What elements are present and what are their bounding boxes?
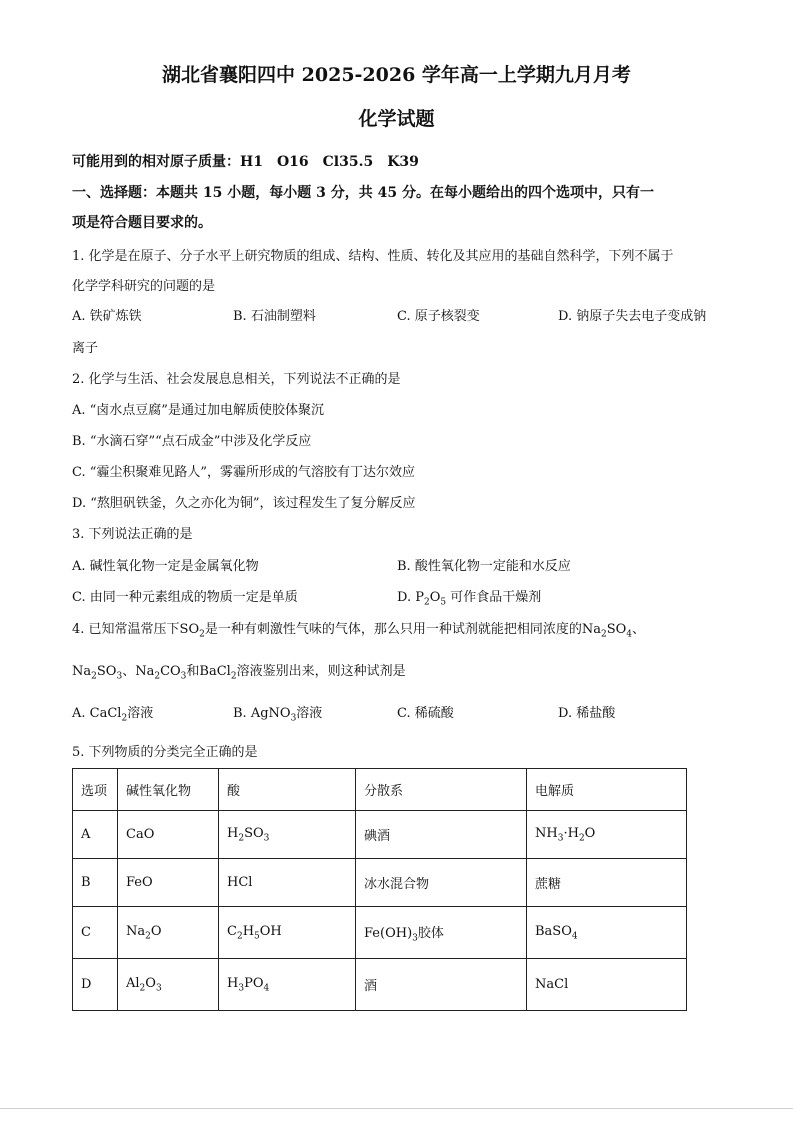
section-heading-line2: 项是符合题目要求的。 [72, 215, 212, 231]
cell-oxide: $Al_2O_3$ [118, 959, 219, 1011]
q3-option-a: A. 碱性氧化物一定是金属氧化物 [72, 559, 259, 574]
cell-option: B [73, 859, 118, 907]
q4-option-a: A. CaCl$_2$溶液 [72, 706, 154, 724]
q2-option-d: D. “熬胆矾铁釜，久之亦化为铜”，该过程发生了复分解反应 [72, 496, 416, 511]
q1-option-d-continued: 离子 [72, 341, 99, 356]
header-electrolyte: 电解质 [527, 769, 687, 811]
q1-option-a: A. 铁矿炼铁 [72, 309, 142, 324]
cell-option: A [73, 811, 118, 859]
cell-electrolyte: NaCl [527, 959, 687, 1011]
cell-dispersion: 酒 [356, 959, 527, 1011]
q4-option-b: B. AgNO$_3$溶液 [233, 706, 323, 724]
cell-dispersion: 冰水混合物 [356, 859, 527, 907]
q4-option-d: D. 稀盐酸 [558, 706, 616, 721]
q2-stem: 2. 化学与生活、社会发展息息相关，下列说法不正确的是 [72, 372, 401, 387]
q3-stem: 3. 下列说法正确的是 [72, 527, 193, 542]
cell-dispersion: 碘酒 [356, 811, 527, 859]
cell-oxide: $Na_2O$ [118, 907, 219, 959]
cell-option: D [73, 959, 118, 1011]
table-row [73, 811, 687, 859]
table-row [73, 907, 687, 959]
cell-option: C [73, 907, 118, 959]
q5-stem: 5. 下列物质的分类完全正确的是 [72, 745, 258, 760]
header-acid: 酸 [219, 769, 356, 811]
q1-option-d: D. 钠原子失去电子变成钠 [558, 309, 707, 324]
cell-acid: $C_2H_5OH$ [219, 907, 356, 959]
cell-oxide: CaO [118, 811, 219, 859]
section-heading-line1: 一、选择题：本题共 15 小题，每小题 3 分，共 45 分。在每小题给出的四个选项中，只有一 [72, 185, 654, 201]
exam-title: 湖北省襄阳四中 2025-2026 学年高一上学期九月月考 [162, 64, 631, 86]
cell-electrolyte: BaSO$_4$ [527, 907, 687, 959]
classification-table [72, 768, 687, 1011]
cell-electrolyte: 蔗糖 [527, 859, 687, 907]
table-row [73, 859, 687, 907]
cell-acid: $H_2SO_3$ [219, 811, 356, 859]
header-option: 选项 [73, 769, 118, 811]
cell-oxide: FeO [118, 859, 219, 907]
q3-option-c: C. 由同一种元素组成的物质一定是单质 [72, 590, 298, 605]
table-row [73, 959, 687, 1011]
q1-stem-line2: 化学学科研究的问题的是 [72, 279, 216, 294]
cell-acid: HCl [219, 859, 356, 907]
q4-stem-line2: $Na_2SO_3$、$Na_2CO_3$和BaCl$_2$溶液鉴别出来，则这种试剂是 [72, 664, 406, 682]
header-dispersion: 分散系 [356, 769, 527, 811]
cell-dispersion: $Fe(OH)_3$胶体 [356, 907, 527, 959]
exam-subtitle: 化学试题 [358, 108, 435, 130]
q1-stem-line1: 1. 化学是在原子、分子水平上研究物质的组成、结构、性质、转化及其应用的基础自然科学，下列不属于 [72, 249, 674, 264]
q3-option-b: B. 酸性氧化物一定能和水反应 [397, 559, 571, 574]
q2-option-b: B. “水滴石穿”“点石成金”中涉及化学反应 [72, 434, 312, 449]
q1-option-b: B. 石油制塑料 [233, 309, 316, 324]
page-bottom-divider [0, 1108, 793, 1109]
atomic-masses: 可能用到的相对原子质量：H1 O16 Cl35.5 K39 [72, 154, 419, 170]
q1-option-c: C. 原子核裂变 [397, 309, 480, 324]
cell-electrolyte: $NH_3\cdot H_2O$ [527, 811, 687, 859]
header-basic-oxide: 碱性氧化物 [118, 769, 219, 811]
q4-option-c: C. 稀硫酸 [397, 706, 454, 721]
q3-option-d: D. $P_2O_5$ 可作食品干燥剂 [397, 590, 542, 608]
cell-acid: $H_3PO_4$ [219, 959, 356, 1011]
q2-option-c: C. “霾尘积聚难见路人”，雾霾所形成的气溶胶有丁达尔效应 [72, 465, 416, 480]
table-header-row [73, 769, 687, 811]
q4-stem-line1: 4. 已知常温常压下$SO_2$是一种有刺激性气味的气体，那么只用一种试剂就能把相同浓度的$Na_2SO_4$、 [72, 622, 646, 640]
q2-option-a: A. “卤水点豆腐”是通过加电解质使胶体聚沉 [72, 403, 324, 418]
